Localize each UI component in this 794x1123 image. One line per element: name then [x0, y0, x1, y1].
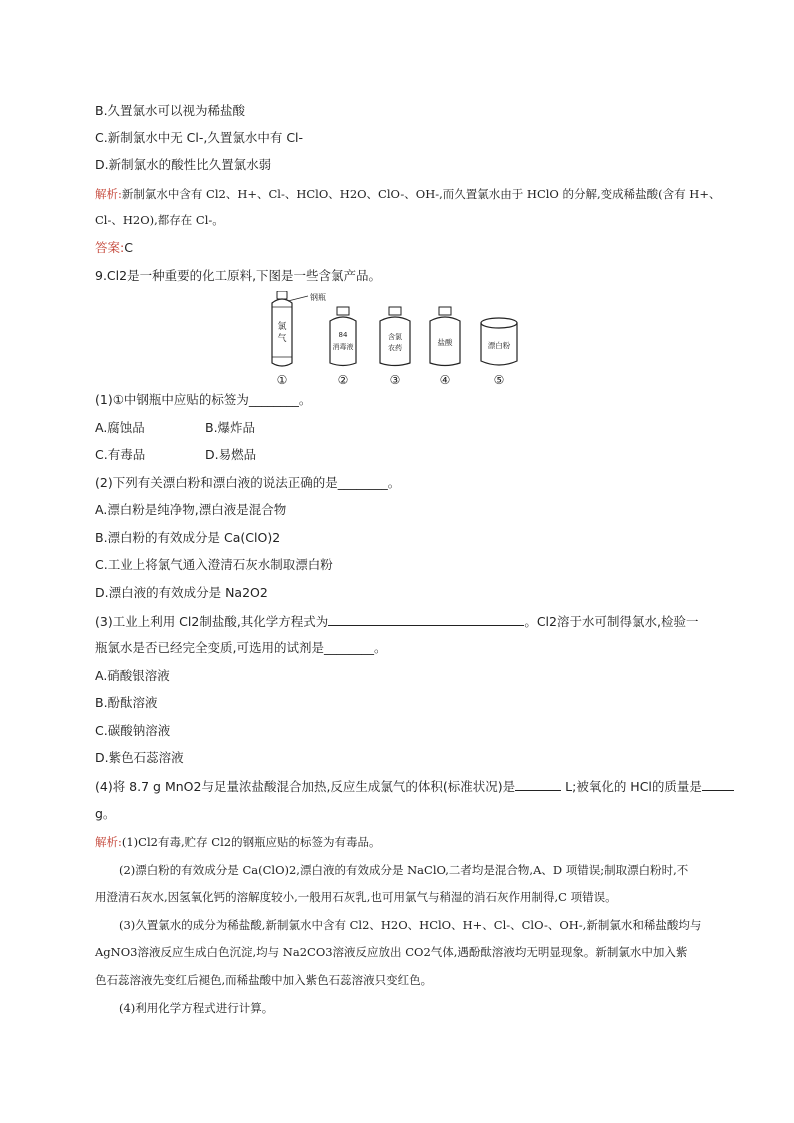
q9-part2-option-b: B.漂白粉的有效成分是 Ca(ClO)2: [95, 530, 281, 545]
q9-part4-line2: g。: [95, 806, 116, 821]
q8-explanation-line2: Cl-、H2O),都存在 Cl-。: [95, 213, 224, 227]
q9-explanation-3-line1: (3)久置氯水的成分为稀盐酸,新制氯水中含有 Cl2、H2O、HClO、H+、Cl-、ClO-、OH-,新制氯水和稀盐酸均与: [119, 918, 702, 932]
q9-part3-option-b: B.酚酞溶液: [95, 695, 158, 710]
figure-number-2: ②: [337, 373, 349, 387]
q9-explanation-1: 解析:(1)Cl2有毒,贮存 Cl2的钢瓶应贴的标签为有毒品。: [95, 835, 381, 849]
q9-part3-line1: (3)工业上利用 Cl2制盐酸,其化学方程式为 。Cl2溶于水可制得氯水,检验一: [95, 614, 699, 629]
answer-blank: [328, 613, 524, 626]
figure-number-1: ①: [276, 373, 288, 387]
q9-part1-option-b: B.爆炸品: [205, 420, 256, 435]
q8-option-b: B.久置氯水可以视为稀盐酸: [95, 103, 246, 118]
figure-number-5: ⑤: [493, 373, 505, 387]
bottle-chlorine-pesticide-icon: [380, 307, 410, 366]
q9-part4-line1: (4)将 8.7 g MnO2与足量浓盐酸混合加热,反应生成氯气的体积(标准状况)是 L;被氧化的 HCl的质量是: [95, 778, 734, 795]
q9-explanation-4: (4)利用化学方程式进行计算。: [119, 1001, 274, 1015]
q8-answer: [95, 240, 133, 256]
q9-stem: 9.Cl2是一种重要的化工原料,下图是一些含氯产品。: [95, 268, 382, 283]
q9-part2-option-c: C.工业上将氯气通入澄清石灰水制取漂白粉: [95, 557, 333, 572]
q9-part2: (2)下列有关漂白粉和漂白液的说法正确的是________。: [95, 475, 401, 490]
bottle-hydrochloric-acid-icon: [430, 307, 460, 366]
svg-text:含氯: 含氯: [388, 333, 402, 341]
q8-explanation-line1: 解析:新制氯水中含有 Cl2、H+、Cl-、HClO、H2O、ClO-、OH-,而久置氯水由于 HClO 的分解,变成稀盐酸(含有 H+、: [95, 187, 721, 201]
answer-label: 答案:: [95, 240, 125, 255]
label-chlorine-gas: 氯: [277, 322, 287, 332]
steel-cylinder-icon: [272, 291, 326, 366]
q9-explanation-3-line2: AgNO3溶液反应生成白色沉淀,均与 Na2CO3溶液反应放出 CO2气体,遇酚酞溶液均无明显现象。新制氯水中加入紫: [95, 945, 688, 959]
svg-text:漂白粉: 漂白粉: [487, 341, 511, 350]
bottle-84-disinfectant-icon: [330, 307, 356, 366]
svg-text:盐酸: 盐酸: [437, 338, 453, 347]
q9-explanation-3-line3: 色石蕊溶液先变红后褪色,而稀盐酸中加入紫色石蕊溶液只变红色。: [95, 973, 433, 987]
q9-explanation-2-line1: (2)漂白粉的有效成分是 Ca(ClO)2,漂白液的有效成分是 NaClO,二者均是混合物,A、D 项错误;制取漂白粉时,不: [119, 863, 689, 877]
q9-part1-option-c: C.有毒品: [95, 447, 146, 462]
chlorine-products-figure: [266, 291, 528, 387]
svg-text:气: 气: [277, 334, 287, 344]
answer-blank: [702, 778, 734, 791]
q9-part1-option-a: A.腐蚀品: [95, 420, 145, 435]
svg-text:消毒液: 消毒液: [332, 343, 354, 351]
q8-option-c: C.新制氯水中无 Cl-,久置氯水中有 Cl-: [95, 130, 304, 145]
q9-part3-option-c: C.碳酸钠溶液: [95, 723, 171, 738]
q9-part2-option-d: D.漂白液的有效成分是 Na2O2: [95, 585, 268, 600]
explanation-label: 解析:: [95, 187, 122, 201]
q9-explanation-2-line2: 用澄清石灰水,因氢氧化钙的溶解度较小,一般用石灰乳,也可用氯气与稍湿的消石灰作用制得,C 项错误。: [95, 890, 617, 904]
figure-number-4: ④: [439, 373, 451, 387]
svg-text:84: 84: [338, 331, 348, 339]
answer-blank: [515, 778, 561, 791]
q9-part1-option-d: D.易燃品: [205, 447, 257, 462]
q8-option-d: D.新制氯水的酸性比久置氯水弱: [95, 157, 272, 172]
answer-value: C: [124, 240, 133, 255]
q9-part2-option-a: A.漂白粉是纯净物,漂白液是混合物: [95, 502, 287, 517]
explanation-label: 解析:: [95, 835, 122, 849]
cylinder-callout: 钢瓶: [310, 293, 326, 302]
q9-part1: (1)①中钢瓶中应贴的标签为________。: [95, 392, 312, 407]
svg-text:农药: 农药: [388, 344, 402, 352]
tub-bleaching-powder-icon: [481, 318, 517, 365]
q9-part3-option-a: A.硝酸银溶液: [95, 668, 170, 683]
q9-part3-option-d: D.紫色石蕊溶液: [95, 750, 184, 765]
q9-part3-line2: 瓶氯水是否已经完全变质,可选用的试剂是________。: [95, 640, 387, 655]
figure-number-3: ③: [389, 373, 401, 387]
